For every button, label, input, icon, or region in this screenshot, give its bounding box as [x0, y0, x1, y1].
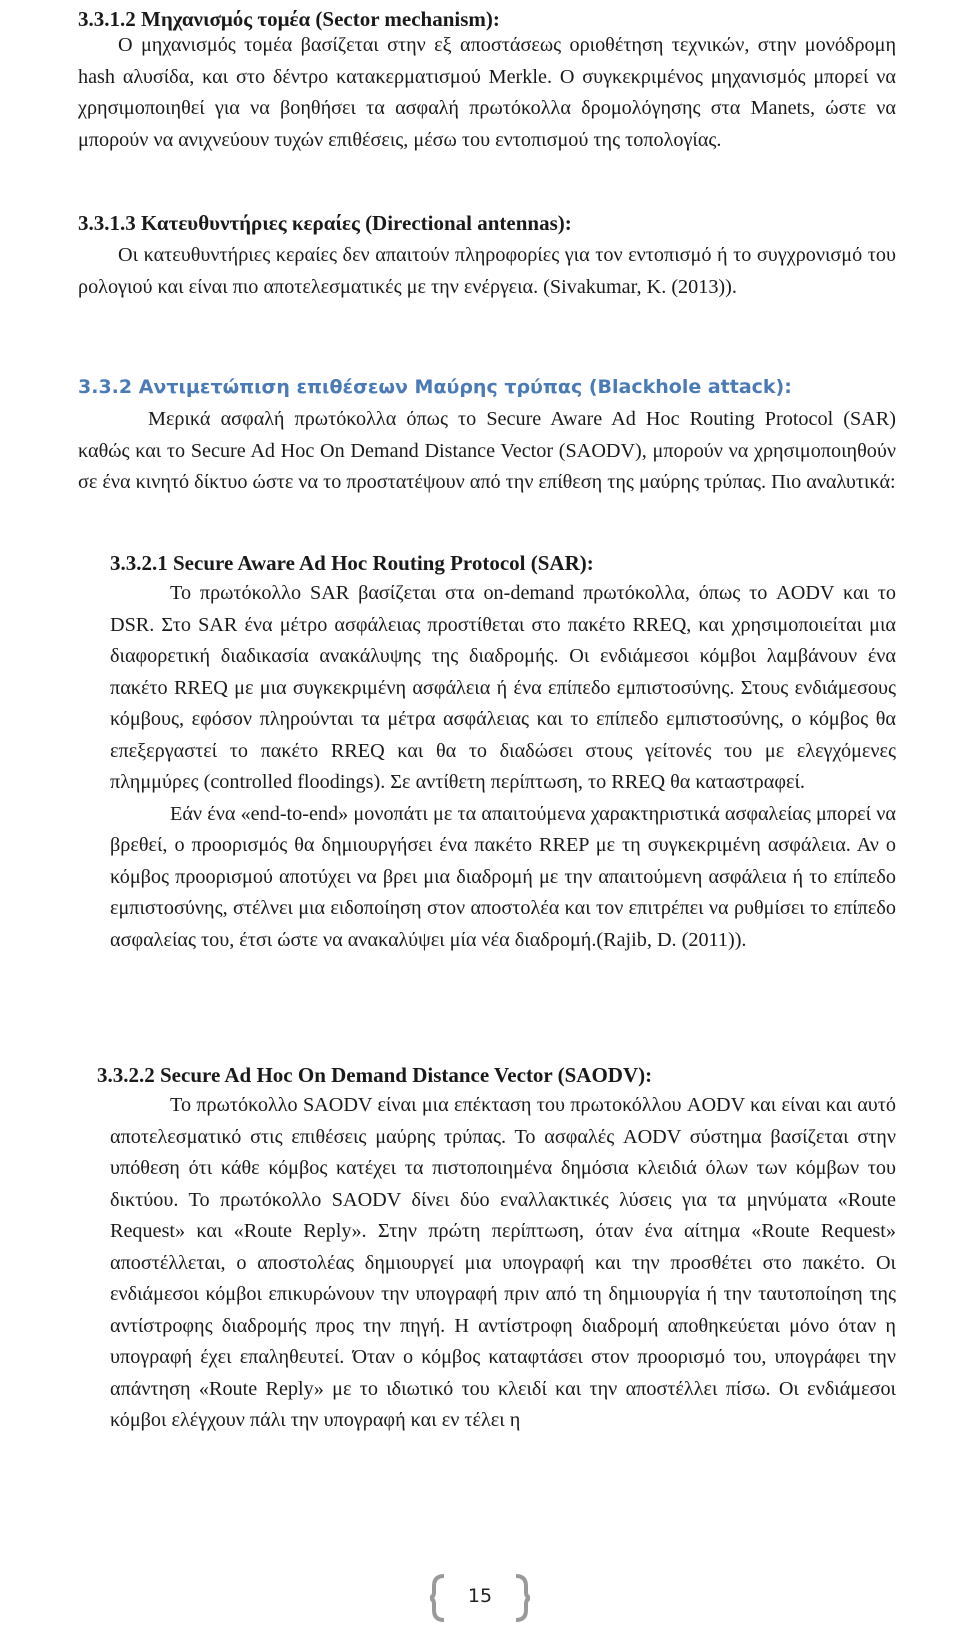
section-directional-body [78, 240, 896, 303]
section-blackhole [78, 372, 792, 402]
paragraph: Οι κατευθυντήριες κεραίες δεν απαιτούν πληροφορίες για τον εντοπισμό ή το συγχρονισμό του ρολογιού και είναι πιο αποτελεσματικές με την ενέργεια. (Sivakumar, K. (2013)). [78, 244, 896, 298]
section-heading: 3.3.2.2 Secure Ad Hoc On Demand Distance Vector (SAODV): [97, 1063, 653, 1087]
section-heading: 3.3.1.3 Κατευθυντήριες κεραίες (Directional antennas): [78, 211, 572, 235]
paragraph: Το πρωτόκολλο SAR βασίζεται στα on-demand πρωτόκολλα, όπως το AODV και το DSR. Στο SAR ένα μέτρο ασφάλειας προστίθεται στο πακέτο RREQ, και χρησιμοποιείται μια διαφορετική διαδικασία ανακάλυψης της διαδρομής. Οι ενδιάμεσοι κόμβοι λαμβάνουν ένα πακέτο RREQ με μια συγκεκριμένη ασφάλεια ή ένα επίπεδο εμπιστοσύνης. Στους ενδιάμεσους κόμβους, εφόσον πληρούνται τα μέτρα ασφάλειας και το επίπεδο εμπιστοσύνης, ο κόμβος θα επεξεργαστεί το πακέτο RREQ και θα το διαδώσει στους γείτονές του με ελεγχόμενες πλημμύρες (controlled floodings). Σε αντίθετη περίπτωση, το RREQ θα καταστραφεί. [110, 582, 896, 793]
section-sar-body [110, 578, 896, 956]
section-saodv-body [110, 1090, 896, 1437]
section-sector-body [78, 30, 896, 156]
section-directional [78, 208, 572, 238]
paragraph: Ο μηχανισμός τομέα βασίζεται στην εξ αποστάσεως οριοθέτηση τεχνικών, στην μονόδρομη hash αλυσίδα, και στο δέντρο κατακερματισμού Merkle. Ο συγκεκριμένος μηχανισμός μπορεί να χρησιμοποιηθεί για να βοηθήσει τα ασφαλή πρωτόκολλα δρομολόγησης στα Manets, ώστε να μπορούν να ανιχνεύουν τυχών επιθέσεις, μέσω του εντοπισμού της τοπολογίας. [78, 34, 896, 151]
section-heading: 3.3.2.1 Secure Aware Ad Hoc Routing Protocol (SAR): [110, 551, 594, 575]
page-footer [430, 1574, 530, 1622]
paragraph: Εάν ένα «end-to-end» μονοπάτι με τα απαιτούμενα χαρακτηριστικά ασφαλείας μπορεί να βρεθεί, ο προορισμός θα δημιουργήσει ένα πακέτο RREP με τη συγκεκριμένη ασφάλεια. Αν ο κόμβος προορισμού αποτύχει να βρει μια διαδρομή με την απαιτούμενη ασφάλεια ή το επίπεδο εμπιστοσύνης, στέλνει μια ειδοποίηση στον αποστολέα και τον επιτρέπει να ρυθμίσει το επίπεδο ασφαλείας του, έτσι ώστε να ανακαλύψει μία νέα διαδρομή.(Rajib, D. (2011)). [110, 802, 896, 951]
section-heading: 3.3.1.2 Μηχανισμός τομέα (Sector mechanism): [78, 7, 500, 31]
paragraph: Μερικά ασφαλή πρωτόκολλα όπως το Secure Aware Ad Hoc Routing Protocol (SAR) καθώς και το Secure Ad Hoc On Demand Distance Vector (SAODV), μπορούν να χρησιμοποιηθούν σε ένα κινητό δίκτυο ώστε να το προστατέψουν από την επίθεση της μαύρης τρύπας. Πιο αναλυτικά: [78, 408, 896, 493]
section-sar [110, 548, 594, 578]
section-blackhole-body [78, 404, 896, 499]
page-number: 15 [467, 1585, 493, 1607]
section-heading: 3.3.2 Αντιμετώπιση επιθέσεων Μαύρης τρύπας (Blackhole attack): [78, 376, 792, 398]
paragraph: Το πρωτόκολλο SAODV είναι μια επέκταση του πρωτοκόλλου AODV και είναι και αυτό αποτελεσματικό στις επιθέσεις μαύρης τρύπας. Το ασφαλές AODV σύστημα βασίζεται στην υπόθεση ότι κάθε κόμβος κατέχει τα πιστοποιημένα δημόσια κλειδιά όλων των κόμβων του δικτύου. Το πρωτόκολλο SAODV δίνει δύο εναλλακτικές λύσεις για τα μηνύματα «Route Request» και «Route Reply». Στην πρώτη περίπτωση, όταν ένα αίτημα «Route Request» αποστέλλεται, ο αποστολέας δημιουργεί μια υπογραφή και την προσθέτει στο πακέτο. Οι ενδιάμεσοι κόμβοι επικυρώνουν την υπογραφή πριν από τη δημιουργία ή την ταυτοποίηση της αντίστροφης διαδρομής προς την πηγή. Η αντίστροφη διαδρομή αποθηκεύεται μόνο όταν η υπογραφή έχει επαληθευτεί. Όταν ο κόμβος καταφτάσει στον προορισμό του, υπογράφει την απάντηση «Route Reply» με το ιδιωτικό του κλειδί και την αποστέλλει πίσω. Οι ενδιάμεσοι κόμβοι ελέγχουν πάλι την υπογραφή και εν τέλει η [110, 1094, 896, 1431]
section-saodv [97, 1060, 652, 1090]
